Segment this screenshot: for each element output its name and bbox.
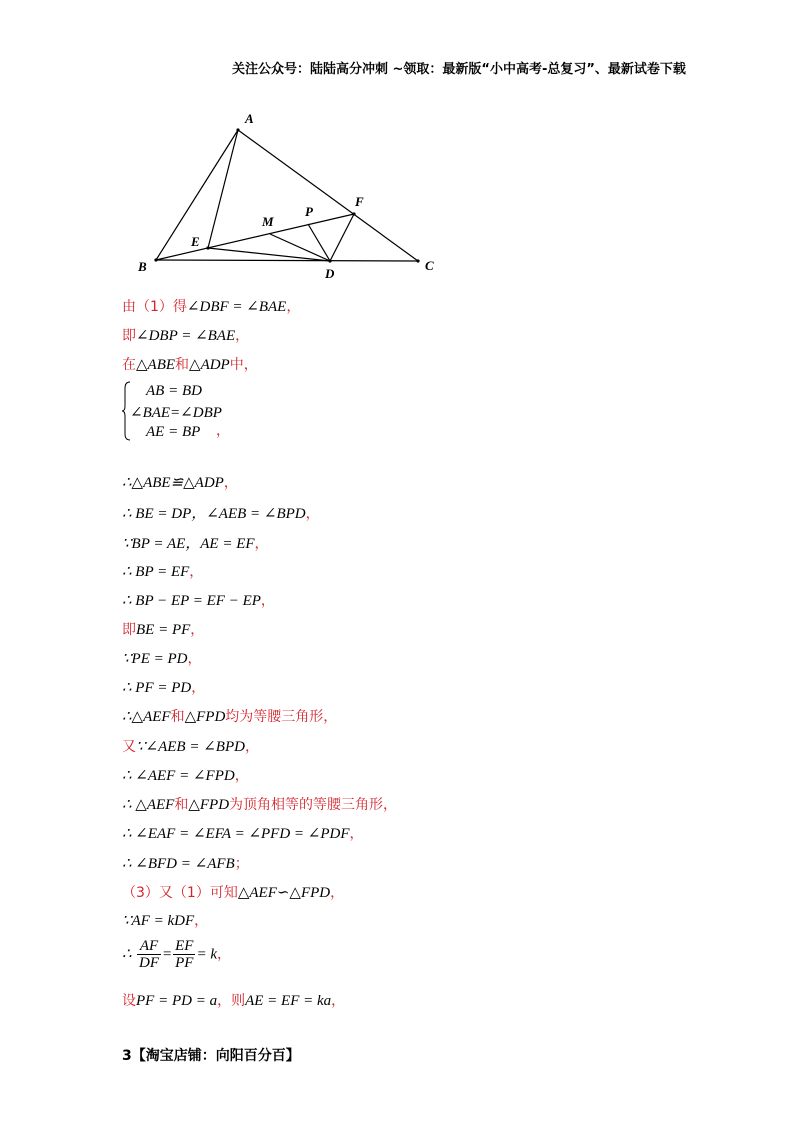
proof-line-18: （3）又（1）可知△AEF∽△FPD， — [122, 885, 345, 901]
fraction-af-df: $\frac{AF}{DF}$ — [139, 938, 159, 971]
proof-line-6: ∵BP = AE，AE = EF， — [122, 536, 269, 552]
proof-line-5: ∴ BE = DP，∠AEB = ∠BPD， — [122, 506, 320, 522]
label-p: P — [305, 204, 313, 219]
proof-line-11: ∴ PF = PD， — [122, 680, 206, 696]
label-m: M — [262, 214, 274, 229]
label-e: E — [191, 234, 200, 249]
proof-line-7: ∴ BP = EF， — [122, 564, 204, 580]
proof-line-2: 即∠DBP = ∠BAE， — [122, 328, 250, 344]
triangle-diagram — [128, 108, 448, 283]
proof-line-10: ∵PE = PD， — [122, 651, 202, 667]
segment-md — [270, 234, 330, 261]
segment-ed — [208, 248, 330, 261]
proof-line-20: ∴ $\frac{AF}{DF}$ = $\frac{EF}{PF}$ = k， — [122, 938, 231, 971]
proof-line-8: ∴ BP − EP = EF − EP， — [122, 593, 275, 609]
label-f: F — [355, 194, 364, 209]
proof-line-14: ∴ ∠AEF = ∠FPD， — [122, 768, 249, 784]
proof-line-4: ∴△ABE≌△ADP， — [122, 475, 238, 491]
proof-line-12: ∴△AEF和△FPD均为等腰三角形， — [122, 709, 338, 725]
system-punct: ， — [216, 423, 230, 439]
proof-line-15: ∴ △AEF和△FPD为顶角相等的等腰三角形， — [122, 797, 398, 813]
proof-line-21: 设PF = PD = a，则AE = EF = ka， — [122, 993, 346, 1009]
segment-ae — [208, 130, 238, 248]
system-eq-2: ∠BAE=∠DBP — [130, 405, 222, 421]
page-header: 关注公众号：陆陆高分冲刺 ~领取：最新版“小中高考-总复习”、最新试卷下载 — [232, 62, 686, 77]
proof-line-16: ∴ ∠EAF = ∠EFA = ∠PFD = ∠PDF， — [122, 826, 364, 842]
segment-fd — [330, 214, 354, 261]
proof-line-17: ∴ ∠BFD = ∠AFB； — [122, 856, 249, 872]
system-eq-3: AE = BP — [146, 424, 201, 440]
label-b: B — [138, 259, 147, 274]
proof-line-3: 在△ABE和△ADP中， — [122, 357, 258, 373]
label-a: A — [245, 111, 254, 126]
label-d: D — [325, 266, 335, 281]
segment-bc — [156, 260, 418, 261]
proof-line-19: ∵AF = kDF， — [122, 913, 209, 929]
system-eq-1: AB = BD — [146, 383, 202, 399]
proof-line-13: 又∵∠AEB = ∠BPD， — [122, 739, 259, 755]
proof-line-9: 即BE = PF， — [122, 622, 205, 638]
proof-line-1: 由（1）得∠DBF = ∠BAE， — [122, 299, 301, 315]
segment-ac — [238, 130, 418, 261]
label-c: C — [425, 258, 434, 273]
geometry-figure — [128, 108, 448, 283]
fraction-ef-pf: $\frac{EF}{PF}$ — [175, 938, 194, 971]
page-footer: 3【淘宝店铺：向阳百分百】 — [122, 1048, 300, 1064]
